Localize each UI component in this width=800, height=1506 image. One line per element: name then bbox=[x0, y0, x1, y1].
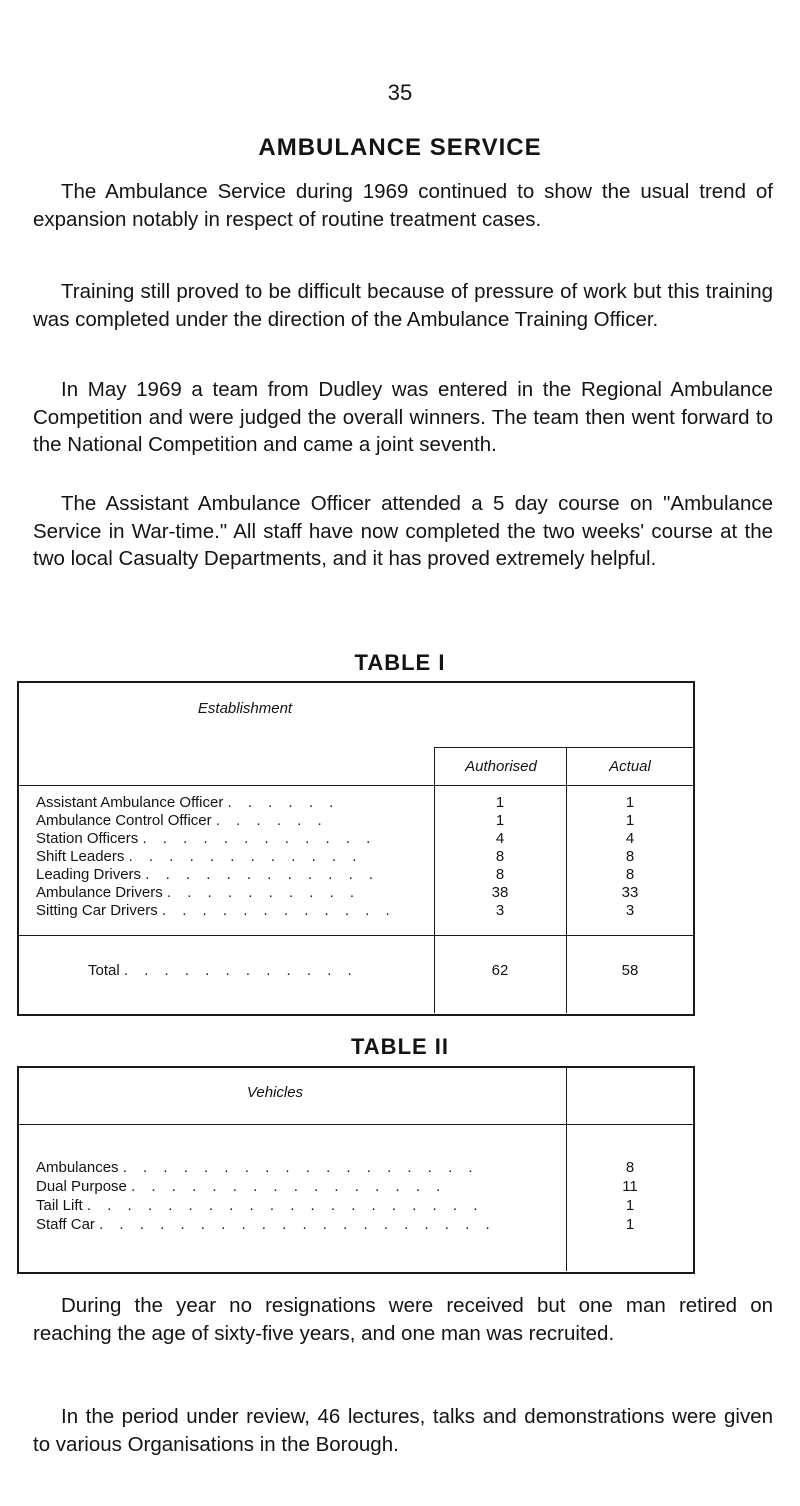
row-label: Ambulances bbox=[36, 1159, 119, 1176]
table1-col-divider-2 bbox=[566, 747, 567, 1013]
table1-subheader-line bbox=[434, 747, 693, 748]
table1-col-actual: Actual bbox=[609, 758, 651, 775]
leader-dots: . . . . . . . . . . . . bbox=[145, 866, 380, 883]
table1-total-line bbox=[19, 935, 693, 936]
actual-value: 8 bbox=[625, 866, 635, 883]
page-number: 35 bbox=[387, 80, 413, 105]
table1-title: TABLE I bbox=[354, 650, 446, 675]
paragraph-6: In the period under review, 46 lectures, talks and demonstrations were given to various Organisations in the Borough. bbox=[33, 1405, 773, 1456]
authorised-value: 8 bbox=[495, 866, 505, 883]
leader-dots: . . . . . . bbox=[215, 812, 328, 829]
leader-dots: . . . . . . . . . . . . bbox=[161, 902, 396, 919]
leader-dots: . . . . . . . . . . . . . . . . bbox=[131, 1178, 447, 1195]
paragraph-3: In May 1969 a team from Dudley was entered in the Regional Ambulance Competition and were judged the overall winners. The team then went forward to the National Competition and came a joint seventh. bbox=[33, 378, 773, 456]
authorised-value: 3 bbox=[495, 902, 505, 919]
paragraph-1: The Ambulance Service during 1969 continued to show the usual trend of expansion notably in respect of routine treatment cases. bbox=[33, 180, 773, 231]
table2-title: TABLE II bbox=[350, 1034, 450, 1059]
leader-dots: . . . . . . . . . . bbox=[166, 884, 361, 901]
row-label: Ambulance Control Officer bbox=[36, 812, 212, 829]
authorised-value: 1 bbox=[495, 794, 505, 811]
leader-dots: . . . . . . . . . . . . . . . . . . bbox=[122, 1159, 479, 1176]
actual-value: 33 bbox=[621, 884, 639, 901]
row-label: Ambulance Drivers bbox=[36, 884, 163, 901]
table2-col-divider bbox=[566, 1068, 567, 1271]
paragraph-5: During the year no resignations were received but one man retired on reaching the age of sixty-five years, and one man was recruited. bbox=[33, 1294, 773, 1345]
table1-col-authorised: Authorised bbox=[465, 758, 537, 775]
table2-header-line bbox=[19, 1124, 693, 1125]
paragraph-4: The Assistant Ambulance Officer attended a 5 day course on "Ambulance Service in War-time." All staff have now completed the two weeks' course at the two local Casualty Departments, and it has proved extremely helpful. bbox=[33, 492, 773, 570]
table1-col-divider-1 bbox=[434, 747, 435, 1013]
vehicle-count: 1 bbox=[625, 1216, 635, 1233]
vehicle-count: 1 bbox=[625, 1197, 635, 1214]
row-label: Dual Purpose bbox=[36, 1178, 127, 1195]
leader-dots: . . . . . . . . . . . . . . . . . . . . bbox=[99, 1216, 496, 1233]
leader-dots: . . . . . . . . . . . . . . . . . . . . bbox=[86, 1197, 484, 1214]
row-label: Tail Lift bbox=[36, 1197, 83, 1214]
row-label: Staff Car bbox=[36, 1216, 95, 1233]
table1-header-line bbox=[19, 785, 693, 786]
leader-dots: . . . . . . bbox=[227, 794, 340, 811]
row-label: Station Officers bbox=[36, 830, 139, 847]
authorised-value: 38 bbox=[491, 884, 509, 901]
row-label: Assistant Ambulance Officer bbox=[36, 794, 224, 811]
row-label: Sitting Car Drivers bbox=[36, 902, 158, 919]
authorised-value: 8 bbox=[495, 848, 505, 865]
actual-value: 3 bbox=[625, 902, 635, 919]
actual-value: 4 bbox=[625, 830, 635, 847]
total-label: Total bbox=[88, 962, 120, 979]
row-label: Shift Leaders bbox=[36, 848, 125, 865]
leader-dots: . . . . . . . . . . . . bbox=[128, 848, 363, 865]
leader-dots: . . . . . . . . . . . . bbox=[123, 962, 358, 979]
page-title: AMBULANCE SERVICE bbox=[258, 134, 542, 161]
table2-caption: Vehicles bbox=[246, 1084, 304, 1101]
authorised-value: 1 bbox=[495, 812, 505, 829]
leader-dots: . . . . . . . . . . . . bbox=[142, 830, 377, 847]
vehicle-count: 8 bbox=[625, 1159, 635, 1176]
row-label: Leading Drivers bbox=[36, 866, 142, 883]
vehicle-count: 11 bbox=[622, 1178, 638, 1195]
total-authorised-value: 62 bbox=[491, 962, 509, 979]
paragraph-2: Training still proved to be difficult because of pressure of work but this training was completed under the direction of the Ambulance Training Officer. bbox=[33, 280, 773, 331]
total-actual-value: 58 bbox=[621, 962, 639, 979]
table1-caption: Establishment bbox=[197, 700, 293, 717]
authorised-value: 4 bbox=[495, 830, 505, 847]
actual-value: 1 bbox=[625, 794, 635, 811]
actual-value: 1 bbox=[625, 812, 635, 829]
actual-value: 8 bbox=[625, 848, 635, 865]
